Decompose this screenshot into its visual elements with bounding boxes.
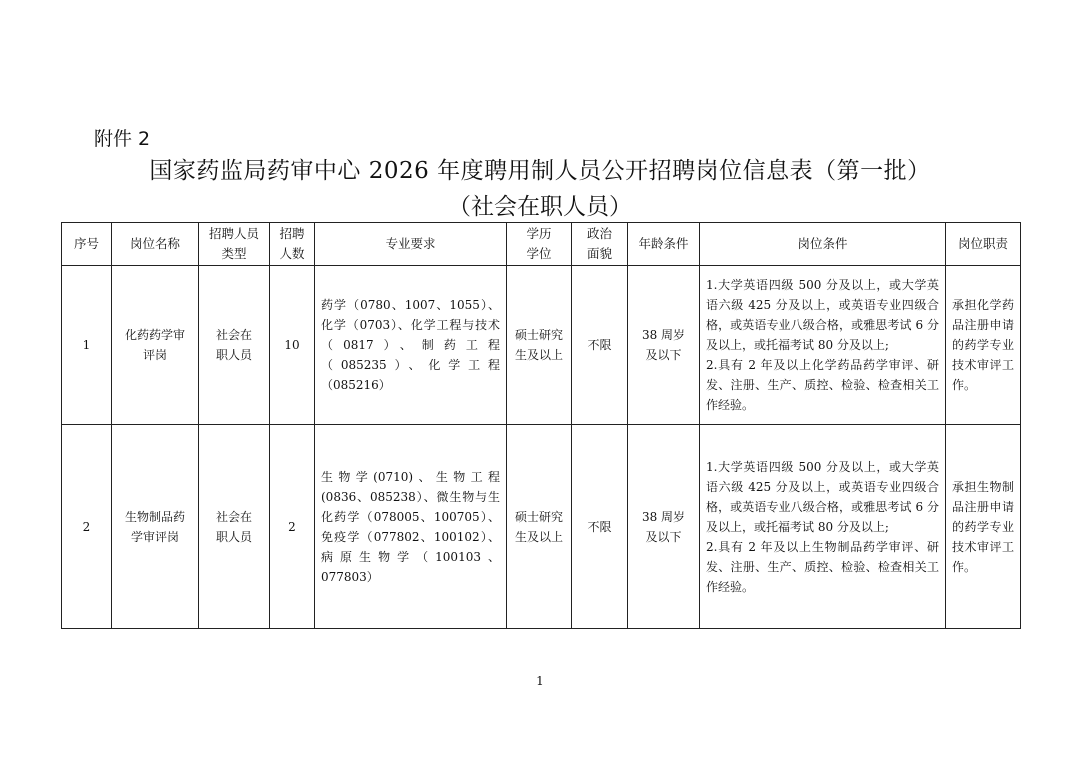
page-title: 国家药监局药审中心 2026 年度聘用制人员公开招聘岗位信息表（第一批） (149, 158, 931, 184)
col-header-position: 岗位名称 (112, 223, 199, 266)
cell-position: 生物制品药学审评岗 (112, 425, 199, 629)
recruitment-table (61, 222, 1021, 629)
cell-seq: 2 (62, 425, 112, 629)
table-row (62, 266, 1021, 425)
table-row (62, 425, 1021, 629)
cell-count: 2 (270, 425, 315, 629)
col-header-conditions: 岗位条件 (700, 223, 946, 266)
cell-political: 不限 (572, 266, 628, 425)
cell-position: 化药药学审评岗 (112, 266, 199, 425)
cell-education: 硕士研究生及以上 (507, 425, 572, 629)
cell-major: 药学（0780、1007、1055）、化学（0703）、化学工程与技术（0817）、制药工程（085235）、化学工程（085216） (315, 266, 507, 425)
col-header-seq: 序号 (62, 223, 112, 266)
cell-education: 硕士研究生及以上 (507, 266, 572, 425)
cell-major: 生物学(0710)、生物工程(0836、085238）、微生物与生化药学（078005、100705）、免疫学（077802、100102）、病原生物学（100103、077803） (315, 425, 507, 629)
cell-age: 38 周岁及以下 (628, 266, 700, 425)
attachment-label: 附件 2 (94, 128, 151, 150)
cell-type: 社会在职人员 (199, 425, 270, 629)
table-header-row (62, 223, 1021, 266)
page-subtitle: （社会在职人员） (448, 194, 632, 220)
col-header-count: 招聘 人数 (270, 223, 315, 266)
col-header-major: 专业要求 (315, 223, 507, 266)
cell-duties: 承担生物制品注册申请的药学专业技术审评工作。 (946, 425, 1021, 629)
cell-type: 社会在职人员 (199, 266, 270, 425)
cell-duties: 承担化学药品注册申请的药学专业技术审评工作。 (946, 266, 1021, 425)
cell-seq: 1 (62, 266, 112, 425)
cell-age: 38 周岁及以下 (628, 425, 700, 629)
col-header-age: 年龄条件 (628, 223, 700, 266)
col-header-political: 政治 面貌 (572, 223, 628, 266)
col-header-type: 招聘人员 类型 (199, 223, 270, 266)
cell-count: 10 (270, 266, 315, 425)
col-header-education: 学历 学位 (507, 223, 572, 266)
cell-political: 不限 (572, 425, 628, 629)
cell-conditions: 1.大学英语四级 500 分及以上，或大学英语六级 425 分及以上，或英语专业四级合格，或英语专业八级合格，或雅思考试 6 分及以上，或托福考试 80 分及以上; 2.具有 2 年及以上生物制品药学审评、研发、注册、生产、质控、检验、检查相关工作经验。 (700, 425, 946, 629)
col-header-duties: 岗位职责 (946, 223, 1021, 266)
page-number: 1 (536, 674, 544, 688)
cell-conditions: 1.大学英语四级 500 分及以上，或大学英语六级 425 分及以上，或英语专业四级合格，或英语专业八级合格，或雅思考试 6 分及以上，或托福考试 80 分及以上; 2.具有 2 年及以上化学药品药学审评、研发、注册、生产、质控、检验、检查相关工作经验。 (700, 266, 946, 425)
